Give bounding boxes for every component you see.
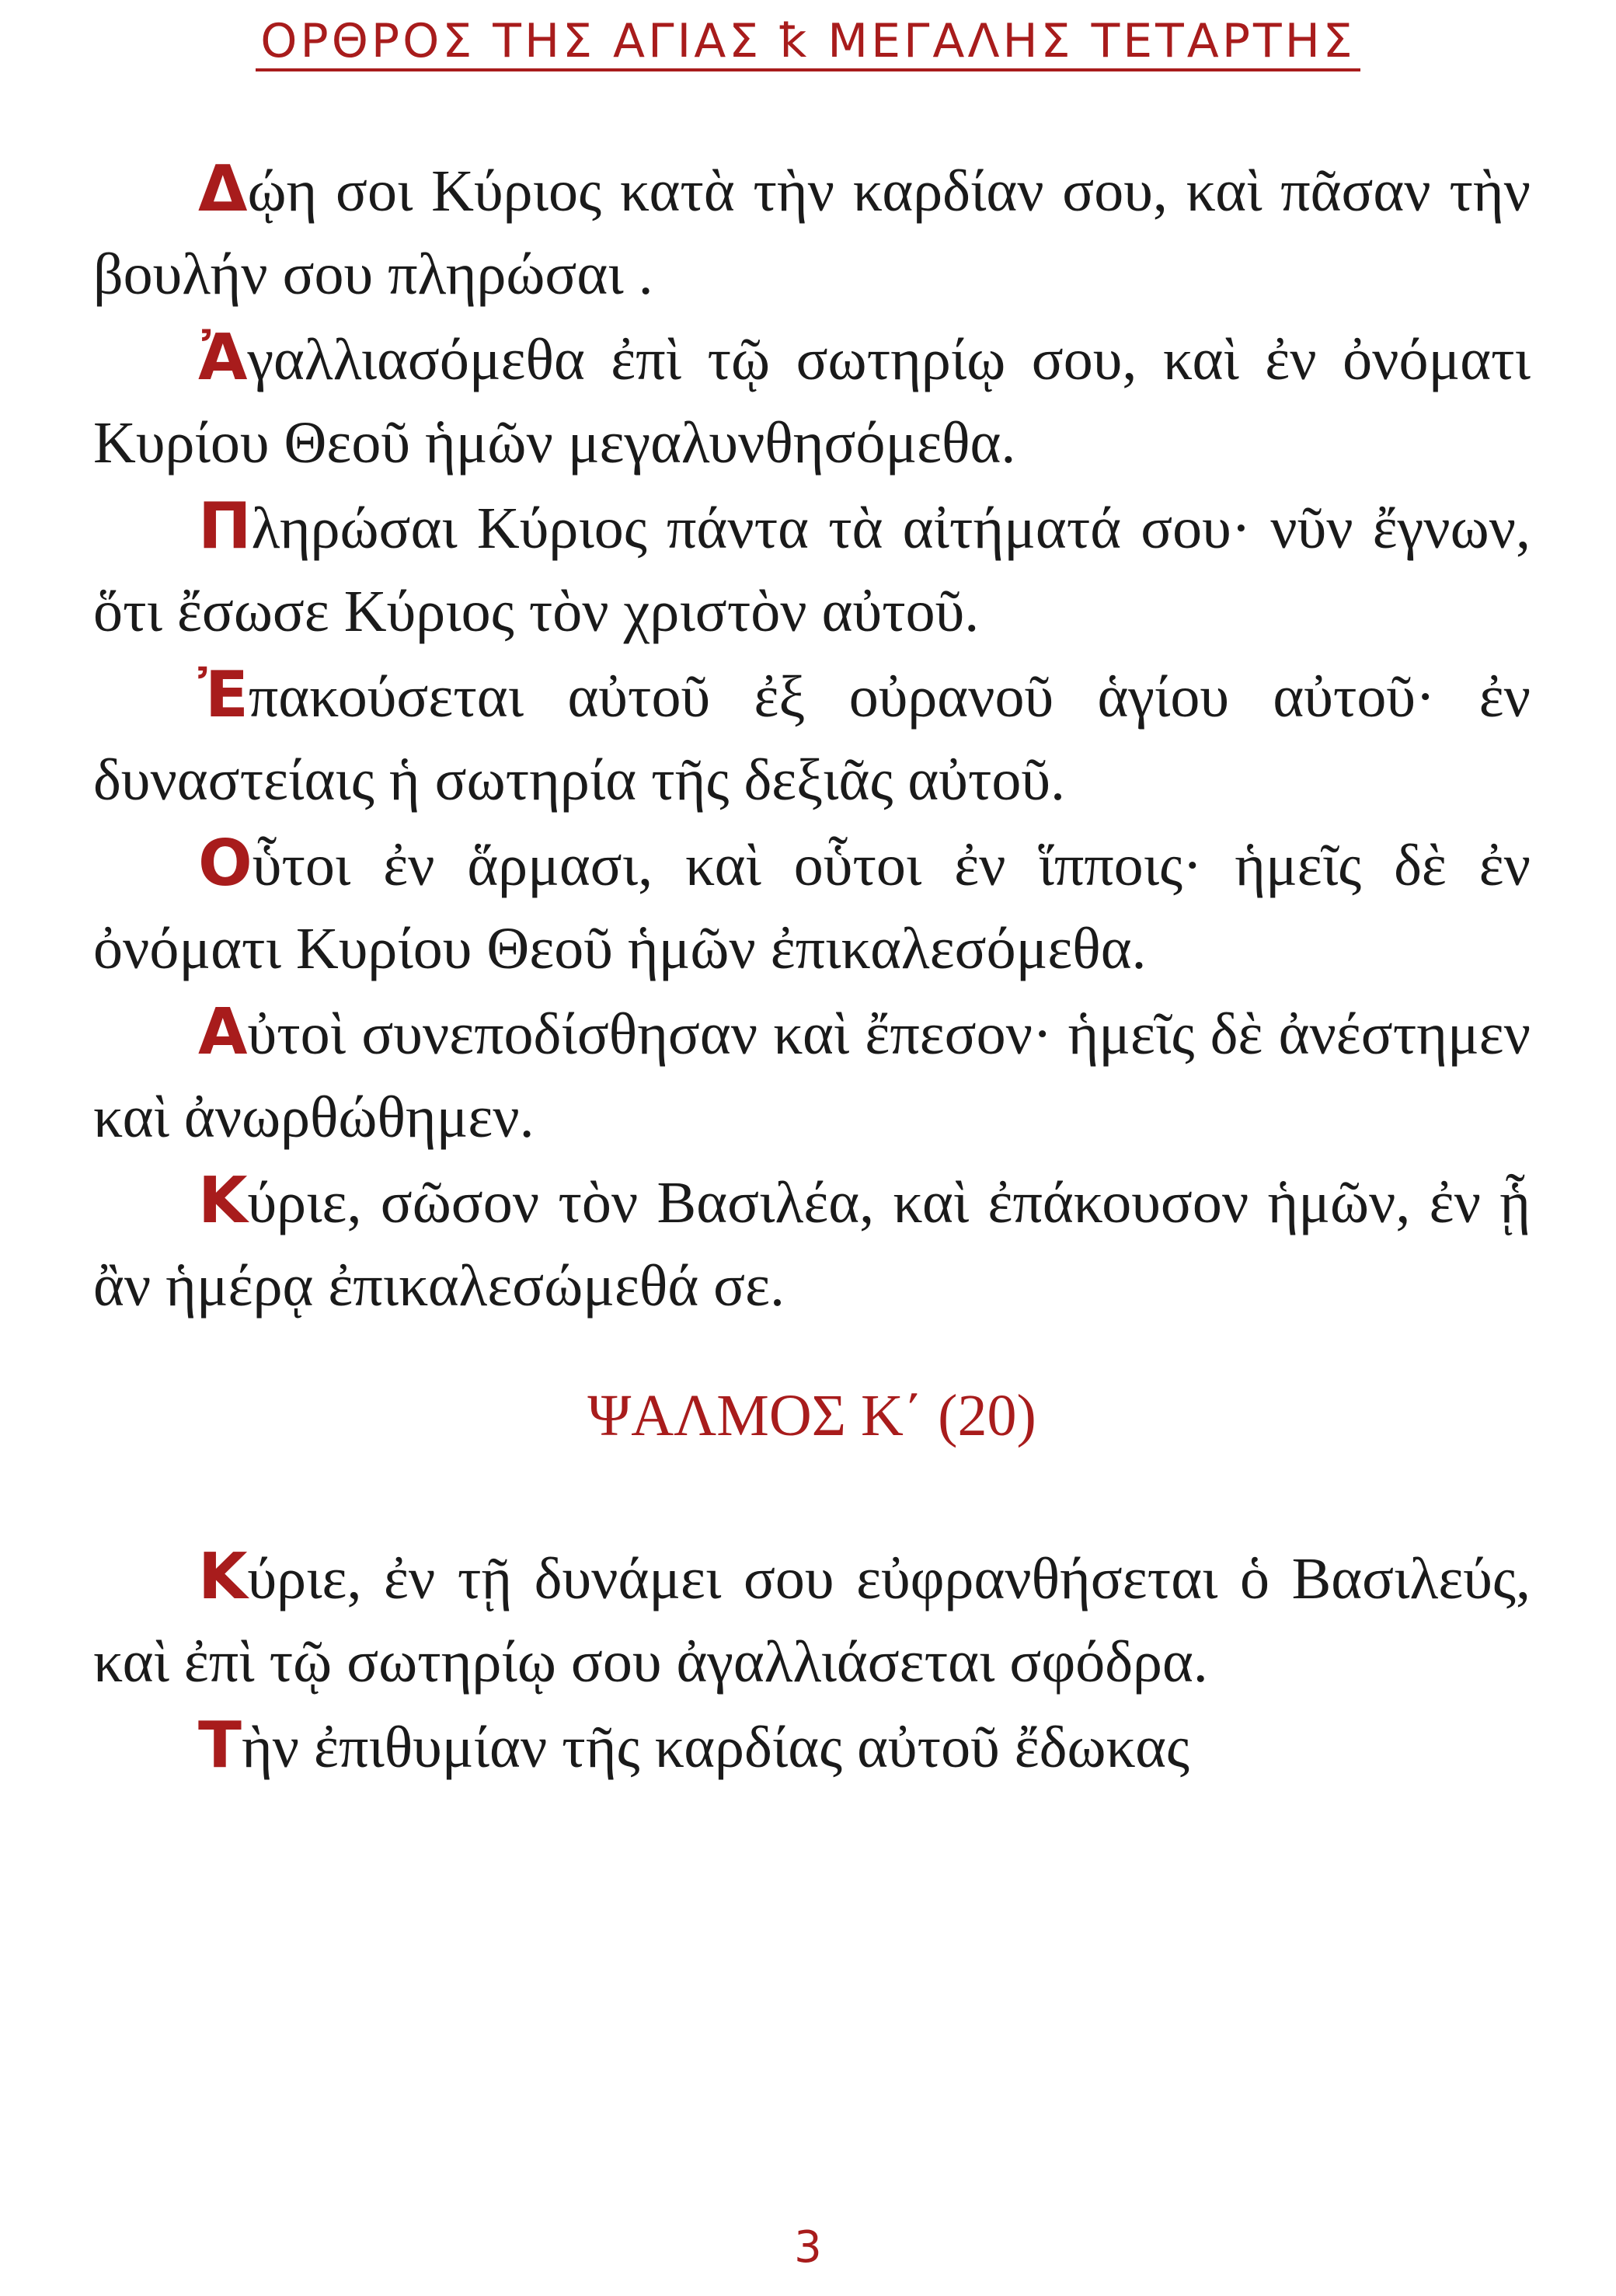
verse-text: γαλλιασόμεθα ἐπὶ τῷ σωτηρίῳ σου, καὶ ἐν ὀνόματι Κυρίου Θεοῦ ἡμῶν μεγαλυνθησόμεθα. bbox=[93, 327, 1531, 476]
verse bbox=[93, 1159, 1531, 1328]
verse-text: ὐτοὶ συνεποδίσθησαν καὶ ἔπεσον· ἡμεῖς δὲ ἀνέστημεν καὶ ἀνωρθώθημεν. bbox=[93, 1002, 1531, 1150]
verse bbox=[93, 148, 1531, 316]
verse-text: ὗτοι ἐν ἅρμασι, καὶ οὗτοι ἐν ἵπποις· ἡμεῖς δὲ ἐν ὀνόματι Κυρίου Θεοῦ ἡμῶν ἐπικαλεσόμεθα. bbox=[93, 833, 1531, 981]
verse bbox=[93, 822, 1531, 991]
verse-initial: Ἐ bbox=[198, 658, 249, 732]
verse-initial: Ἀ bbox=[198, 321, 248, 395]
verse-text: ὴν ἐπιθυμίαν τῆς καρδίας αὐτοῦ ἔδωκας bbox=[241, 1715, 1190, 1780]
verse-text: ληρώσαι Κύριος πάντα τὰ αἰτήματά σου· νῦν ἔγνων, ὅτι ἔσωσε Κύριος τὸν χριστὸν αὐτοῦ. bbox=[93, 496, 1531, 644]
verse-text: ύριε, σῶσον τὸν Βασιλέα, καὶ ἐπάκουσον ἡμῶν, ἐν ᾗ ἂν ἡμέρᾳ ἐπικαλεσώμεθά σε. bbox=[93, 1170, 1531, 1319]
text-body bbox=[93, 148, 1531, 1789]
verse-initial: Π bbox=[198, 490, 252, 563]
verse-initial: Ο bbox=[198, 827, 252, 901]
verse-text: πακούσεται αὐτοῦ ἐξ οὐρανοῦ ἁγίου αὐτοῦ· ἐν δυναστείαις ἡ σωτηρία τῆς δεξιᾶς αὐτοῦ. bbox=[93, 664, 1531, 813]
header-title: ΟΡΘΡΟΣ ΤΗΣ ΑΓΙΑΣ ꝁ ΜΕΓΑΛΗΣ ΤΕΤΑΡΤΗΣ bbox=[256, 15, 1360, 71]
page-header bbox=[0, 14, 1616, 71]
verse bbox=[93, 316, 1531, 485]
psalm-title: ΨΑΛΜΟΣ Κ΄ (20) bbox=[587, 1383, 1036, 1448]
verse-initial: Δ bbox=[198, 152, 248, 226]
verse-initial: Κ bbox=[198, 1164, 248, 1238]
verse bbox=[93, 1535, 1531, 1704]
verse bbox=[93, 991, 1531, 1159]
verse-initial: Α bbox=[198, 995, 248, 1069]
verse bbox=[93, 1704, 1531, 1789]
verse-initial: Κ bbox=[198, 1540, 248, 1614]
verse-initial: Τ bbox=[198, 1709, 242, 1782]
verse bbox=[93, 485, 1531, 653]
verse bbox=[93, 653, 1531, 822]
verse-text: ύριε, ἐν τῇ δυνάμει σου εὐφρανθήσεται ὁ Βασιλεύς, καὶ ἐπὶ τῷ σωτηρίῳ σου ἀγαλλιάσεται σφόδρα. bbox=[93, 1546, 1531, 1695]
verse-text: ῴη σοι Κύριος κατὰ τὴν καρδίαν σου, καὶ πᾶσαν τὴν βουλήν σου πληρώσαι . bbox=[93, 159, 1531, 307]
page-number: 3 bbox=[794, 2222, 822, 2273]
